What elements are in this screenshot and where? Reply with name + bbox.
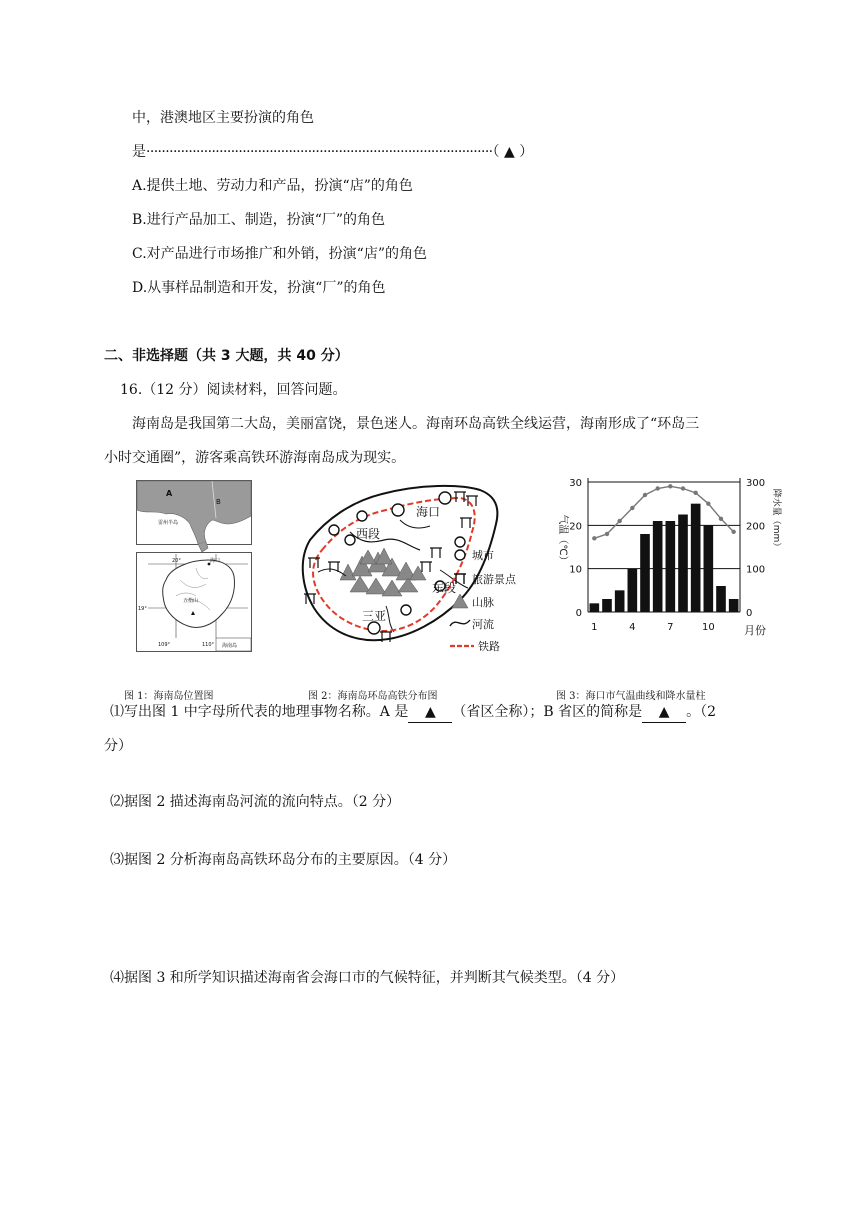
fig3-temp-point bbox=[693, 491, 697, 495]
fig3-x-tick: 7 bbox=[667, 622, 674, 633]
fig2-west-label: 西段 bbox=[356, 527, 381, 541]
q16-title: 16.（12 分）阅读材料，回答问题。 bbox=[120, 382, 347, 398]
q16-sub2: ⑵据图 2 描述海南岛河流的流向特点。（2 分） bbox=[110, 794, 401, 810]
figure-3-climate-chart bbox=[552, 470, 782, 648]
fig3-temp-point bbox=[719, 517, 723, 521]
q15-stem-line2 bbox=[132, 142, 533, 162]
q16-sub3: ⑶据图 2 分析海南岛高铁环岛分布的主要原因。（4 分） bbox=[110, 852, 457, 868]
q16-material-line1: 海南岛是我国第二大岛，美丽富饶，景色迷人。海南环岛高铁全线运营，海南形成了“环岛三 bbox=[132, 416, 700, 432]
figure-2-svg bbox=[290, 480, 550, 660]
fig1-lon-109: 109° bbox=[158, 642, 171, 648]
q16-sub1-line2: 分） bbox=[104, 738, 132, 754]
fig3-precip-bar bbox=[729, 599, 739, 612]
fig3-precip-bar bbox=[678, 515, 688, 613]
fig1-peninsula-label: 雷州半岛 bbox=[158, 520, 179, 526]
fig2-legend-mountain: 山脉 bbox=[472, 596, 494, 609]
fig1-city-label: 海口 bbox=[210, 558, 221, 564]
fig3-x-unit: 月份 bbox=[744, 624, 766, 637]
fig3-precip-bar bbox=[628, 569, 638, 612]
q15-answer-mark: （ ▲ ） bbox=[492, 144, 534, 160]
fig3-right-tick: 200 bbox=[746, 521, 766, 533]
q16-sub1-part-b: （省区全称）；B 省区的简称是 bbox=[452, 704, 643, 720]
fig3-precip-bar bbox=[602, 599, 612, 612]
fig3-precip-bar bbox=[615, 590, 625, 612]
q15-stem-prefix: 是 bbox=[132, 144, 146, 160]
fig3-precip-bar bbox=[716, 586, 726, 612]
fig2-legend-river: 河流 bbox=[472, 618, 494, 631]
answer-blank-a[interactable]: ▲ bbox=[408, 702, 452, 723]
q15-stem-line1: 中，港澳地区主要扮演的角色 bbox=[132, 110, 314, 126]
fig3-left-tick: 30 bbox=[569, 478, 582, 489]
fig1-label-a: A bbox=[166, 489, 173, 498]
fig1-lat-20: 20° bbox=[172, 558, 181, 564]
fig3-precip-bar bbox=[691, 504, 701, 612]
fig3-temp-point bbox=[605, 532, 609, 536]
fig2-legend-scenic: 旅游景点 bbox=[472, 573, 516, 586]
fig3-temp-point bbox=[617, 519, 621, 523]
q15-option-d: D.从事样品制造和开发，扮演“厂”的角色 bbox=[132, 280, 386, 296]
fig3-left-tick: 20 bbox=[569, 521, 582, 533]
fig3-right-tick: 0 bbox=[746, 608, 753, 619]
q16-material-line2: 小时交通圈”，游客乘高铁环游海南岛成为现实。 bbox=[104, 450, 406, 466]
fig3-temp-point bbox=[630, 506, 634, 510]
fig3-x-tick: 1 bbox=[591, 622, 598, 633]
q16-sub1-part-c: 。（2 bbox=[686, 704, 717, 720]
figure-1-location-map bbox=[136, 480, 252, 652]
fig3-temp-point bbox=[592, 536, 596, 540]
figure-3-svg bbox=[552, 470, 782, 648]
answer-blank-b[interactable]: ▲ bbox=[642, 702, 686, 723]
q15-option-b: B.进行产品加工、制造，扮演“厂”的角色 bbox=[132, 212, 386, 228]
fig2-caption: 图 2：海南岛环岛高铁分布图 bbox=[308, 691, 438, 702]
fig2-sanya-label: 三亚 bbox=[362, 609, 387, 623]
fig3-right-tick: 100 bbox=[746, 564, 766, 576]
fig1-caption: 图 1：海南岛位置图 bbox=[124, 691, 214, 702]
q16-sub4: ⑷据图 3 和所学知识描述海南省会海口市的气候特征，并判断其气候类型。（4 分） bbox=[110, 970, 625, 986]
fig2-haikou-label: 海口 bbox=[416, 505, 441, 519]
fig2-legend-rail: 铁路 bbox=[478, 640, 500, 653]
fig3-left-tick: 10 bbox=[569, 564, 582, 576]
fig3-temp-point bbox=[706, 501, 710, 505]
fig1-island-label: 海南岛 bbox=[222, 643, 238, 649]
fig3-x-tick: 4 bbox=[629, 622, 636, 633]
section2-heading: 二、非选择题（共 3 大题，共 40 分） bbox=[104, 348, 349, 364]
fig3-precip-bar bbox=[653, 521, 663, 612]
fig3-temp-point bbox=[668, 484, 672, 488]
fig3-left-tick: 0 bbox=[575, 608, 582, 619]
figure-1-svg bbox=[136, 480, 252, 652]
fig3-temp-point bbox=[643, 493, 647, 497]
fig1-mountain-label: 五指山 bbox=[183, 598, 199, 604]
fig3-temp-point bbox=[681, 486, 685, 490]
fig3-x-tick: 10 bbox=[701, 622, 715, 633]
fig3-temp-point bbox=[731, 530, 735, 534]
fig3-right-tick: 300 bbox=[746, 478, 766, 489]
fig1-lat-19: 19° bbox=[138, 606, 147, 612]
q16-sub1-part-a: ⑴写出图 1 中字母所代表的地理事物名称。A 是 bbox=[110, 704, 409, 720]
q15-dot-leader: ·························································································· bbox=[146, 144, 493, 160]
fig3-caption: 图 3：海口市气温曲线和降水量柱 bbox=[556, 691, 706, 702]
fig3-precip-bar bbox=[640, 534, 650, 612]
q15-option-c: C.对产品进行市场推广和外销，扮演“店”的角色 bbox=[132, 246, 427, 262]
q16-sub1-line1 bbox=[110, 702, 716, 723]
figure-2-rail-map bbox=[290, 480, 550, 660]
q15-option-a: A.提供土地、劳动力和产品，扮演“店”的角色 bbox=[132, 178, 413, 194]
fig1-lon-110: 110° bbox=[202, 642, 215, 648]
fig3-right-axis-label: 降水量（mm） bbox=[771, 488, 781, 552]
fig1-label-b: B bbox=[216, 498, 221, 506]
fig2-legend-city: 城市 bbox=[472, 549, 494, 562]
fig3-precip-bar bbox=[590, 603, 600, 612]
fig3-temp-point bbox=[655, 486, 659, 490]
fig2-east-label: 东段 bbox=[432, 581, 457, 595]
fig3-left-axis-label: 气温（℃） bbox=[557, 514, 568, 566]
fig3-precip-bar bbox=[666, 521, 676, 612]
fig3-precip-bar bbox=[704, 525, 714, 612]
